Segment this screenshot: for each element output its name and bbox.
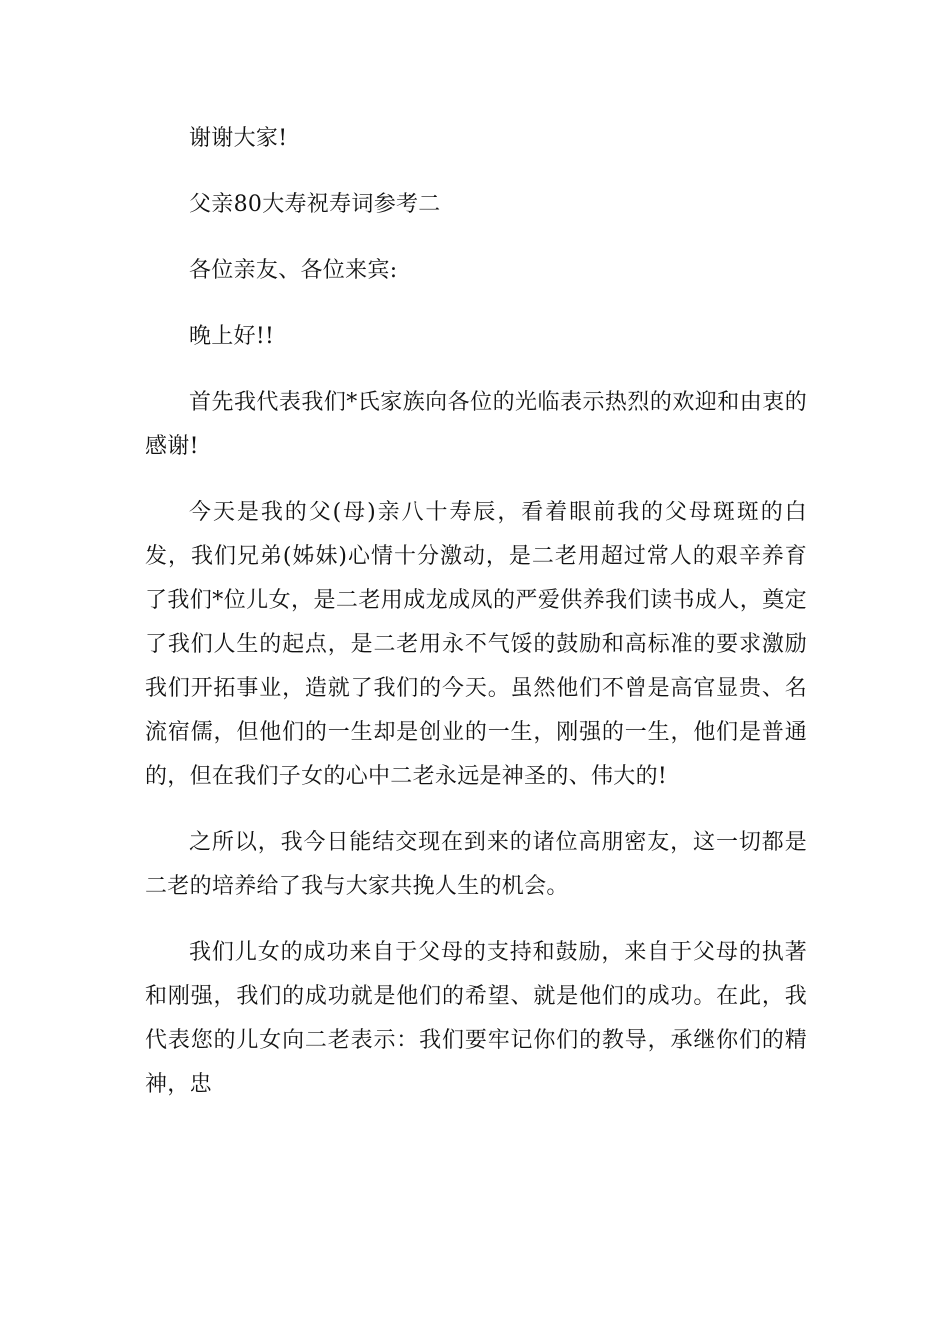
success-paragraph: 我们儿女的成功来自于父母的支持和鼓励，来自于父母的执著和刚强，我们的成功就是他们的希望、就是他们的成功。在此，我代表您的儿女向二老表示：我们要牢记你们的教导，承继你们的精神，忠 xyxy=(145,940,807,1097)
section-title: 父亲80大寿祝寿词参考二 xyxy=(189,192,441,217)
tribute-paragraph: 今天是我的父(母)亲八十寿辰，看着眼前我的父母斑斑的白发，我们兄弟(姊妹)心情十分激动，是二老用超过常人的艰辛养育了我们*位儿女，是二老用成龙成凤的严爱供养我们读书成人，奠定了我们人生的起点，是二老用永不气馁的鼓励和高标准的要求激励我们开拓事业，造就了我们的今天。虽然他们不曾是高官显贵、名流宿儒，但他们的一生却是创业的一生，刚强的一生，他们是普通的，但在我们子女的心中二老永远是神圣的、伟大的! xyxy=(145,500,807,789)
gratitude-paragraph: 之所以，我今日能结交现在到来的诸位高朋密友，这一切都是二老的培养给了我与大家共挽人生的机会。 xyxy=(145,830,807,899)
document-body xyxy=(145,117,807,1129)
greeting: 晚上好!! xyxy=(189,324,275,349)
salutation: 各位亲友、各位来宾: xyxy=(189,258,398,283)
welcome-paragraph: 首先我代表我们*氏家族向各位的光临表示热烈的欢迎和由衷的感谢! xyxy=(145,390,807,459)
closing-thanks: 谢谢大家! xyxy=(189,126,288,151)
